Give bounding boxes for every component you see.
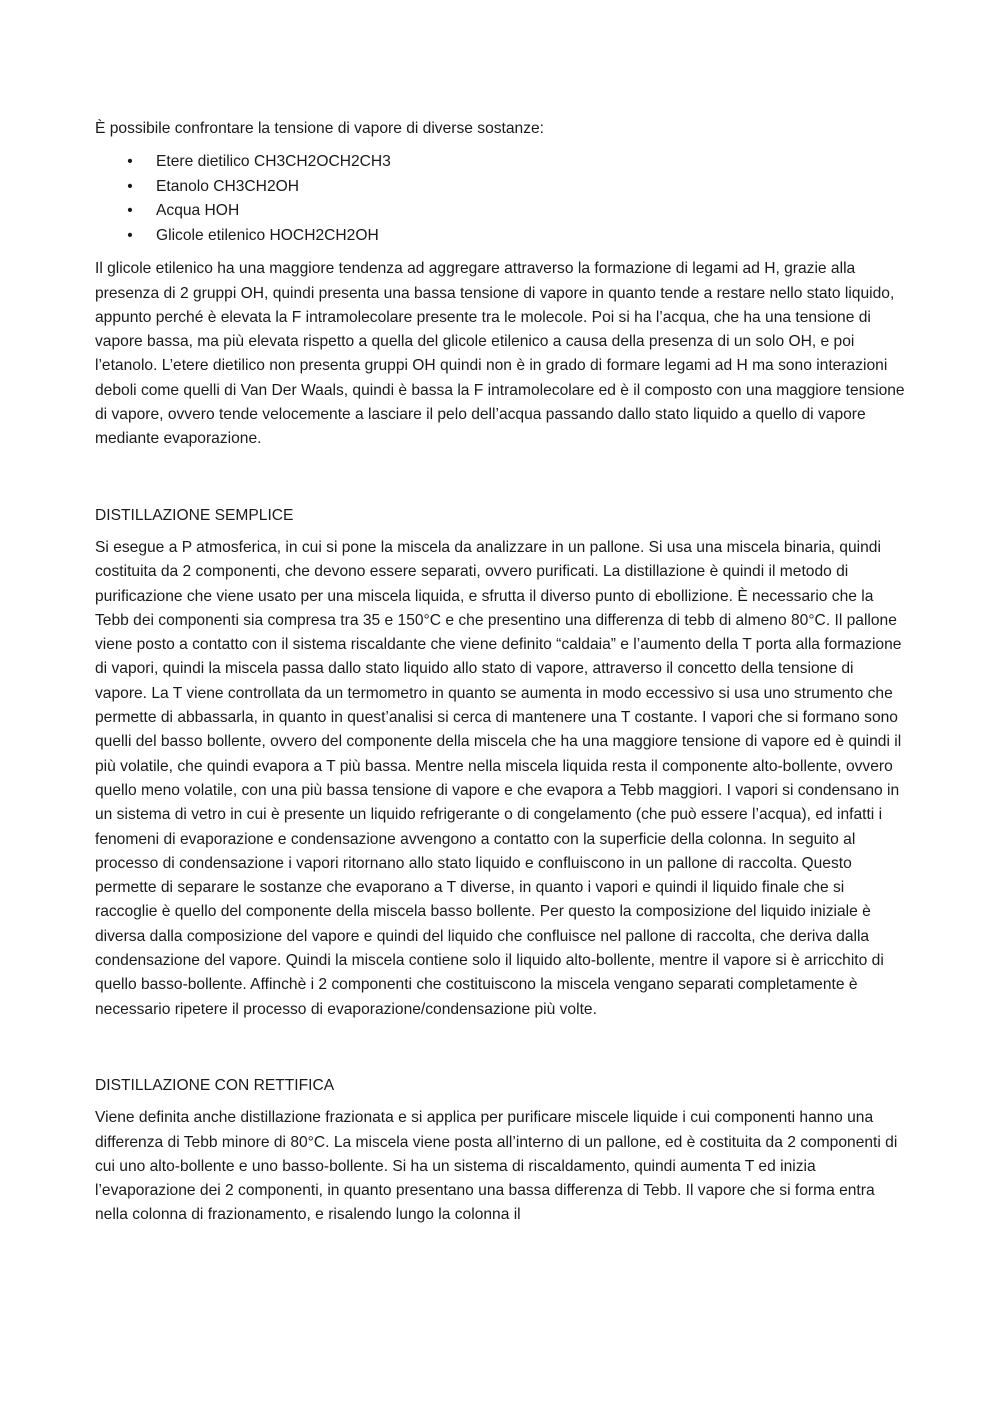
section-body-rettifica: Viene definita anche distillazione frazionata e si applica per purificare miscele liquide i cui componenti hanno una differenza di Tebb minore di 80°C. La miscela viene posta all’interno di un pallone, ed è costituita da 2 componenti di cui uno alto-bollente e uno basso-bollente. Si ha un sistema di riscaldamento, quindi aumenta T ed inizia l’evaporazione dei 2 componenti, in quanto presentano una bassa differenza di Tebb. Il vapore che si forma entra nella colonna di frazionamento, e risalendo lungo la colonna il [95, 1109, 898, 1224]
bullet-icon: • [127, 177, 133, 195]
list-item-text: Etere dietilico CH3CH2OCH2CH3 [156, 153, 391, 171]
document-page [95, 117, 907, 1237]
bullet-icon: • [127, 153, 133, 171]
substances-list [95, 150, 907, 248]
bullet-icon: • [127, 226, 133, 244]
spacer [95, 1031, 907, 1074]
section-body-semplice: Si esegue a P atmosferica, in cui si pone la miscela da analizzare in un pallone. Si usa una miscela binaria, quindi costituita da 2 componenti, che devono essere separati, ovvero purificati. La distillazione è quindi il metodo di purificazione che viene usato per una miscela liquida, e sfrutta il diverso punto di ebollizione. È necessario che la Tebb dei componenti sia compresa tra 35 e 150°C e che presentino una differenza di tebb di almeno 80°C. Il pallone viene posto a contatto con il sistema riscaldante che viene definito “caldaia” e l’aumento della T porta alla formazione di vapori, quindi la miscela passa dallo stato liquido allo stato di vapore, attraverso il concetto della tensione di vapore. La T viene controllata da un termometro in quanto se aumenta in modo eccessivo si usa uno strumento che permette di abbassarla, in quanto in quest’analisi si cerca di mantenere una T costante. I vapori che si formano sono quelli del basso bollente, ovvero del componente della miscela che ha una maggiore tensione di vapore ed è quindi il più volatile, che quindi evapora a T più bassa. Mentre nella miscela liquida resta il componente alto-bollente, ovvero quello meno volatile, con una più bassa tensione di vapore e che evapora a Tebb maggiori. I vapori si condensano in un sistema di vetro in cui è presente un liquido refrigerante o di congelamento (che può essere l’acqua), ed infatti i fenomeni di evaporazione e condensazione avvengono a contatto con la superficie della colonna. In seguito al processo di condensazione i vapori ritornano allo stato liquido e confluiscono in un pallone di raccolta. Questo permette di separare le sostanze che evaporano a T diverse, in quanto i vapori e quindi il liquido finale che si raccoglie è quello del componente della miscela basso bollente. Per questo la composizione del liquido iniziale è diversa dalla composizione del vapore e quindi del liquido che confluisce nel pallone di raccolta, che deriva dalla condensazione del vapore. Quindi la miscela contiene solo il liquido alto-bollente, mentre il vapore si è arricchito di quello basso-bollente. Affinchè i 2 componenti che costituiscono la miscela vengano separati completamente è necessario ripetere il processo di evaporazione/condensazione più volte. [95, 538, 902, 1018]
intro-paragraph: È possibile confrontare la tensione di vapore di diverse sostanze: [95, 120, 545, 137]
list-item [95, 150, 907, 175]
list-item-text: Etanolo CH3CH2OH [156, 177, 300, 195]
glicole-paragraph: Il glicole etilenico ha una maggiore tendenza ad aggregare attraverso la formazione di legami ad H, grazie alla presenza di 2 gruppi OH, quindi presenta una bassa tensione di vapore in quanto tende a restare nello stato liquido, appunto perché è elevata la F intramolecolare presente tra le molecole. Poi si ha l’acqua, che ha una tensione di vapore bassa, ma più elevata rispetto a quella del glicole etilenico a causa della presenza di un solo OH, e poi l’etanolo. L’etere dietilico non presenta gruppi OH quindi non è in grado di formare legami ad H ma sono interazioni deboli come quelli di Van Der Waals, quindi è bassa la F intramolecolare ed è il composto con una maggiore tensione di vapore, ovvero tende velocemente a lasciare il pelo dell’acqua passando dallo stato liquido a quello di vapore mediante evaporazione. [95, 260, 905, 448]
section-title-rettifica: DISTILLAZIONE CON RETTIFICA [95, 1076, 335, 1094]
list-item-text: Glicole etilenico HOCH2CH2OH [156, 226, 379, 244]
list-item [95, 199, 907, 224]
section-title-semplice: DISTILLAZIONE SEMPLICE [95, 506, 294, 524]
bullet-icon: • [127, 202, 133, 220]
list-item [95, 224, 907, 249]
list-item-text: Acqua HOH [156, 202, 240, 220]
list-item [95, 175, 907, 200]
spacer [95, 461, 907, 504]
